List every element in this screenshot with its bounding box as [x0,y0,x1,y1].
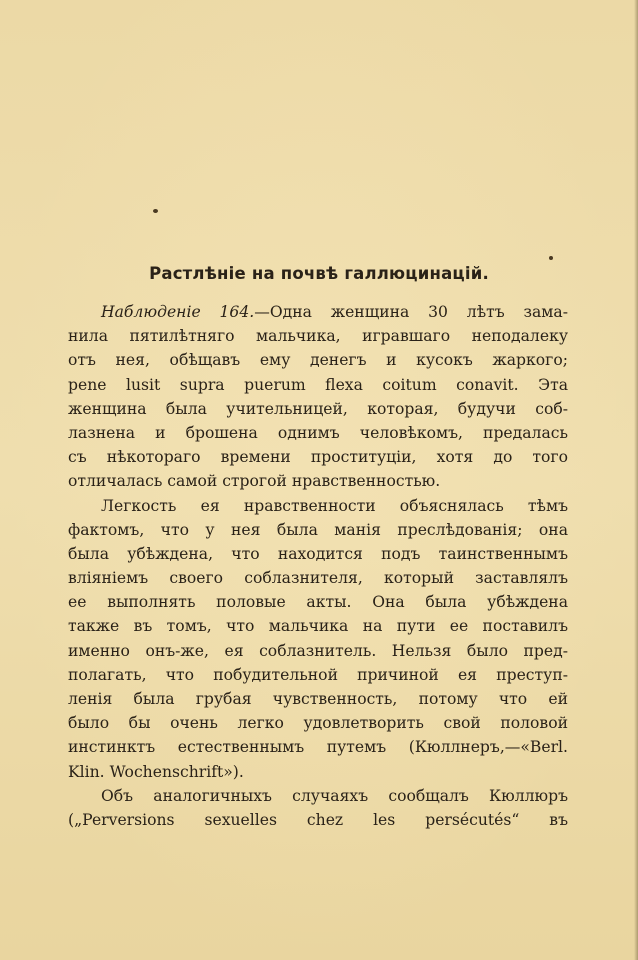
text-line: вліяніемъ своего соблазнителя, который заставлялъ [68,569,568,588]
text-line: Объ аналогичныхъ случаяхъ сообщалъ Кюллюръ [101,786,568,805]
text-line: ленія была грубая чувственность, потому что ей [68,690,568,708]
text-line: („Perversions sexuelles chez les persécutés“ въ [68,810,568,829]
text-line: полагать, что побудительной причиной ея преступ- [68,665,568,684]
paper-speck [549,256,553,260]
text-line: было бы очень легко удовлетворить свой половой [68,714,568,733]
text-line: Klin. Wochenschrift»). [68,762,244,781]
text-line: отъ нея, обѣщавъ ему денегъ и кусокъ жаркого; [68,351,568,370]
text-line [68,300,568,324]
text-line: фактомъ, что у нея была манія преслѣдованія; она [68,520,568,539]
text-line: лазнена и брошена однимъ человѣкомъ, предалась [68,423,568,442]
paper-speck [153,209,158,213]
text-line: Легкость ея нравственности объяснялась тѣмъ [101,496,568,515]
text-line: именно онъ-же, ея соблазнитель. Нельзя было пред- [68,641,568,660]
body-text [68,300,568,832]
text-line: инстинктъ естественнымъ путемъ (Кюллнеръ,—«Berl. [68,738,568,757]
text-line: pene lusit supra puerum flexa coitum conavit. Эта [68,375,568,394]
page-edge-shadow [634,0,638,960]
text-line: отличалась самой строгой нравственностью. [68,472,441,491]
text-line: съ нѣкотораго времени проституціи, хотя до того [68,448,568,467]
observation-number: Наблюденіе 164. [101,303,255,321]
text-line-rest: —Одна женщина 30 лѣтъ зама- [254,303,568,321]
text-line: также въ томъ, что мальчика на пути ее поставилъ [68,617,568,636]
section-heading: Растлѣніе на почвѣ галлюцинацій. [149,264,489,283]
text-line: нила пятилѣтняго мальчика, игравшаго неподалеку [68,327,568,346]
text-line: была убѣждена, что находится подъ таинственнымъ [68,544,568,563]
text-line: ее выполнять половые акты. Она была убѣждена [68,593,568,612]
text-line: женщина была учительницей, которая, будучи соб- [68,399,568,418]
